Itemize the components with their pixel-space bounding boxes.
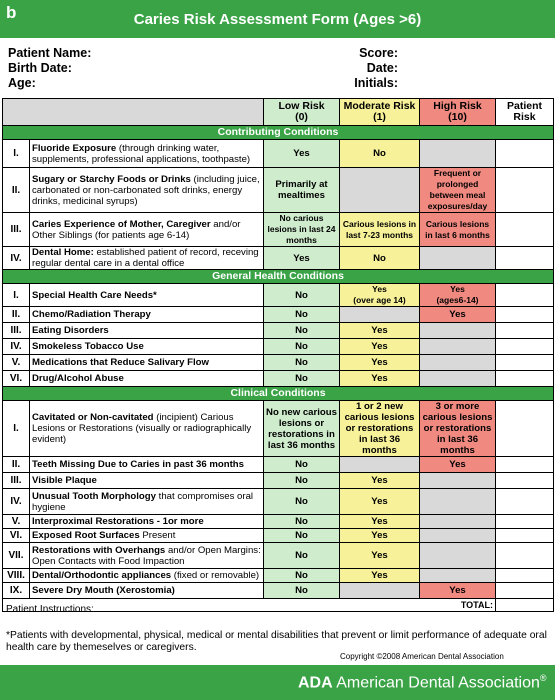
factor-label: Medications that Reduce Salivary Flow bbox=[30, 355, 264, 371]
table-row bbox=[3, 583, 554, 599]
high-risk-cell bbox=[420, 140, 496, 168]
low-risk-cell: No bbox=[264, 323, 340, 339]
low-risk-cell: Primarily at mealtimes bbox=[264, 168, 340, 213]
factor-detail: and/or Other Siblings (for patients age 6-14) bbox=[32, 218, 241, 241]
ada-logo: ADA American Dental Association® bbox=[298, 673, 547, 692]
low-risk-cell: No bbox=[264, 583, 340, 599]
moderate-risk-cell: Carious lesions in last 7-23 months bbox=[340, 213, 420, 247]
row-number: I. bbox=[3, 401, 30, 457]
high-risk-cell: Carious lesions in last 6 months bbox=[420, 213, 496, 247]
patient-info-right bbox=[352, 46, 398, 91]
total-label: TOTAL: bbox=[3, 599, 496, 612]
factor-detail: established patient of record, receving regular dental care in a dental office bbox=[32, 247, 259, 269]
low-risk-cell: No bbox=[264, 355, 340, 371]
factor-detail: and/or Open Margins: Open Contacts with Food Impaction bbox=[32, 544, 261, 567]
high-risk-cell bbox=[420, 371, 496, 387]
high-risk-cell bbox=[420, 473, 496, 489]
moderate-risk-cell: No bbox=[340, 247, 420, 270]
low-risk-header: Low Risk (0) bbox=[264, 99, 340, 126]
age-label: Age: bbox=[8, 76, 36, 90]
patient-risk-cell bbox=[496, 583, 554, 599]
patient-risk-cell bbox=[496, 339, 554, 355]
low-risk-cell: Yes bbox=[264, 140, 340, 168]
date-label: Date: bbox=[366, 61, 398, 75]
footnote: *Patients with developmental, physical, medical or mental disabilities that prevent or limit performance of adequate oral health care by themeselves or caregivers. bbox=[6, 630, 547, 653]
high-risk-cell bbox=[420, 529, 496, 543]
table-row bbox=[3, 543, 554, 569]
table-row bbox=[3, 401, 554, 457]
low-risk-cell: No bbox=[264, 307, 340, 323]
patient-risk-cell bbox=[496, 213, 554, 247]
row-number: VIII. bbox=[3, 569, 30, 583]
high-value: Yes bbox=[450, 284, 465, 294]
row-number: III. bbox=[3, 213, 30, 247]
moderate-risk-header: Moderate Risk (1) bbox=[340, 99, 420, 126]
table-row bbox=[3, 371, 554, 387]
factor-label bbox=[30, 583, 264, 599]
high-note: (ages6-14) bbox=[436, 295, 479, 305]
high-risk-cell bbox=[420, 323, 496, 339]
factor-detail: Present bbox=[139, 530, 176, 541]
moderate-risk-cell: Yes bbox=[340, 371, 420, 387]
row-number: III. bbox=[3, 473, 30, 489]
factor-label bbox=[30, 529, 264, 543]
risk-table bbox=[2, 98, 554, 612]
high-risk-cell bbox=[420, 247, 496, 270]
low-risk-cell: No bbox=[264, 529, 340, 543]
patient-risk-cell bbox=[496, 515, 554, 529]
low-risk-cell: No bbox=[264, 543, 340, 569]
table-row bbox=[3, 355, 554, 371]
patient-risk-cell bbox=[496, 543, 554, 569]
high-risk-cell bbox=[420, 355, 496, 371]
moderate-risk-cell: Yes bbox=[340, 529, 420, 543]
form-title: Caries Risk Assessment Form (Ages >6) bbox=[133, 11, 422, 28]
high-risk-cell: Yes bbox=[420, 457, 496, 473]
factor-label bbox=[30, 543, 264, 569]
factor-bold: Dental Home: bbox=[32, 247, 94, 258]
moderate-risk-cell bbox=[340, 284, 420, 307]
row-number: VI. bbox=[3, 529, 30, 543]
patient-risk-cell bbox=[496, 355, 554, 371]
patient-name-label: Patient Name: bbox=[8, 46, 92, 60]
factor-bold: Sugary or Starchy Foods or Drinks bbox=[32, 173, 191, 185]
factor-bold: Cavitated or Non-cavitated bbox=[32, 412, 154, 423]
factor-label bbox=[30, 515, 264, 529]
low-risk-cell: No carious lesions in last 24 months bbox=[264, 213, 340, 247]
table-row bbox=[3, 284, 554, 307]
patient-risk-cell bbox=[496, 307, 554, 323]
patient-risk-cell bbox=[496, 489, 554, 515]
low-risk-cell: Yes bbox=[264, 247, 340, 270]
high-risk-cell: Frequent or prolonged between meal exposures/day bbox=[420, 168, 496, 213]
row-number: IV. bbox=[3, 247, 30, 270]
form-header bbox=[0, 0, 555, 38]
table-row bbox=[3, 457, 554, 473]
low-risk-cell: No bbox=[264, 489, 340, 515]
table-row bbox=[3, 529, 554, 543]
patient-info-left bbox=[8, 46, 91, 91]
high-risk-cell bbox=[420, 515, 496, 529]
section-row-general bbox=[3, 270, 554, 284]
score-label: Score: bbox=[359, 46, 398, 60]
row-number: IX. bbox=[3, 583, 30, 599]
row-number: II. bbox=[3, 168, 30, 213]
moderate-risk-cell: Yes bbox=[340, 489, 420, 515]
moderate-note: (over age 14) bbox=[353, 295, 406, 305]
patient-risk-cell bbox=[496, 323, 554, 339]
patient-risk-cell bbox=[496, 529, 554, 543]
factor-bold: Interproximal Restorations - 1or more bbox=[32, 516, 204, 527]
low-risk-cell: No bbox=[264, 371, 340, 387]
moderate-risk-cell bbox=[340, 583, 420, 599]
moderate-value: Yes bbox=[372, 284, 387, 294]
table-row bbox=[3, 213, 554, 247]
factor-label bbox=[30, 247, 264, 270]
blank-header-cell bbox=[3, 99, 264, 126]
factor-label: Chemo/Radiation Therapy bbox=[30, 307, 264, 323]
row-number: IV. bbox=[3, 339, 30, 355]
factor-label bbox=[30, 489, 264, 515]
section-title: General Health Conditions bbox=[3, 270, 554, 284]
patient-risk-header: Patient Risk bbox=[496, 99, 554, 126]
high-risk-cell bbox=[420, 543, 496, 569]
row-number: I. bbox=[3, 284, 30, 307]
factor-bold: Teeth Missing Due to Caries in past 36 months bbox=[32, 459, 244, 470]
factor-bold: Fluoride Exposure bbox=[32, 142, 117, 154]
low-risk-cell: No bbox=[264, 515, 340, 529]
table-row bbox=[3, 339, 554, 355]
patient-risk-cell bbox=[496, 247, 554, 270]
high-risk-cell bbox=[420, 339, 496, 355]
total-value-cell bbox=[496, 599, 554, 612]
birth-date-label: Birth Date: bbox=[8, 61, 72, 75]
table-row bbox=[3, 569, 554, 583]
patient-risk-cell bbox=[496, 168, 554, 213]
patient-risk-cell bbox=[496, 401, 554, 457]
moderate-risk-cell: No bbox=[340, 140, 420, 168]
copyright: Copyright ©2008 American Dental Association bbox=[340, 652, 504, 661]
row-number: I. bbox=[3, 140, 30, 168]
factor-bold: Visible Plaque bbox=[32, 475, 97, 486]
patient-risk-cell bbox=[496, 569, 554, 583]
factor-detail: (through drinking water, supplements, professional applications, toothpaste) bbox=[32, 142, 251, 165]
row-number: V. bbox=[3, 355, 30, 371]
factor-bold: Unusual Tooth Morphology bbox=[32, 490, 156, 502]
row-number: II. bbox=[3, 457, 30, 473]
factor-detail: that compromises oral hygiene bbox=[32, 490, 254, 513]
low-risk-cell: No new carious lesions or restorations in last 36 months bbox=[264, 401, 340, 457]
factor-bold: Exposed Root Surfaces bbox=[32, 530, 140, 541]
low-risk-cell: No bbox=[264, 339, 340, 355]
factor-label bbox=[30, 473, 264, 489]
section-title: Clinical Conditions bbox=[3, 387, 554, 401]
factor-label bbox=[30, 569, 264, 583]
patient-risk-cell bbox=[496, 371, 554, 387]
row-number: VI. bbox=[3, 371, 30, 387]
low-risk-cell: No bbox=[264, 284, 340, 307]
factor-bold: Restorations with Overhangs bbox=[32, 544, 166, 556]
moderate-risk-cell: Yes bbox=[340, 543, 420, 569]
row-number: III. bbox=[3, 323, 30, 339]
row-number: IV. bbox=[3, 489, 30, 515]
figure-letter: b bbox=[6, 3, 17, 22]
factor-label bbox=[30, 168, 264, 213]
patient-risk-cell bbox=[496, 457, 554, 473]
low-risk-cell: No bbox=[264, 473, 340, 489]
factor-label bbox=[30, 457, 264, 473]
factor-label: Drug/Alcohol Abuse bbox=[30, 371, 264, 387]
table-row bbox=[3, 515, 554, 529]
factor-detail: (incipient) Carious Lesions or Restorations (visually or radiographically evident) bbox=[32, 412, 252, 445]
factor-label: Smokeless Tobacco Use bbox=[30, 339, 264, 355]
moderate-risk-cell: Yes bbox=[340, 339, 420, 355]
section-title: Contributing Conditions bbox=[3, 126, 554, 140]
section-row-contributing bbox=[3, 126, 554, 140]
table-row bbox=[3, 307, 554, 323]
moderate-risk-cell bbox=[340, 457, 420, 473]
moderate-risk-cell bbox=[340, 168, 420, 213]
high-risk-cell bbox=[420, 489, 496, 515]
moderate-risk-cell bbox=[340, 307, 420, 323]
factor-bold: Severe Dry Mouth (Xerostomia) bbox=[32, 585, 175, 596]
factor-bold: Caries Experience of Mother, Caregiver bbox=[32, 218, 211, 230]
moderate-risk-cell: 1 or 2 new carious lesions or restorations in last 36 months bbox=[340, 401, 420, 457]
factor-detail: (fixed or removable) bbox=[171, 570, 260, 581]
patient-risk-cell bbox=[496, 284, 554, 307]
factor-label bbox=[30, 401, 264, 457]
factor-label: Special Health Care Needs* bbox=[30, 284, 264, 307]
table-row bbox=[3, 168, 554, 213]
high-risk-cell: 3 or more carious lesions or restorations in last 36 months bbox=[420, 401, 496, 457]
moderate-risk-cell: Yes bbox=[340, 569, 420, 583]
table-row bbox=[3, 247, 554, 270]
high-risk-header: High Risk (10) bbox=[420, 99, 496, 126]
patient-instructions: Patient Instructions: bbox=[6, 604, 94, 615]
factor-label bbox=[30, 213, 264, 247]
section-row-clinical bbox=[3, 387, 554, 401]
patient-risk-cell bbox=[496, 140, 554, 168]
row-number: V. bbox=[3, 515, 30, 529]
factor-bold: Dental/Orthodontic appliances bbox=[32, 570, 172, 581]
moderate-risk-cell: Yes bbox=[340, 473, 420, 489]
moderate-risk-cell: Yes bbox=[340, 355, 420, 371]
moderate-risk-cell: Yes bbox=[340, 323, 420, 339]
factor-label bbox=[30, 140, 264, 168]
factor-detail: (including juice, carbonated or non-carbonated soft drinks, energy drinks, medicinal syrups) bbox=[32, 173, 260, 207]
moderate-risk-cell: Yes bbox=[340, 515, 420, 529]
high-risk-cell bbox=[420, 284, 496, 307]
row-number: II. bbox=[3, 307, 30, 323]
table-row bbox=[3, 489, 554, 515]
high-risk-cell: Yes bbox=[420, 307, 496, 323]
table-row bbox=[3, 323, 554, 339]
low-risk-cell: No bbox=[264, 457, 340, 473]
factor-label: Eating Disorders bbox=[30, 323, 264, 339]
table-row bbox=[3, 140, 554, 168]
high-risk-cell bbox=[420, 569, 496, 583]
initials-label: Initials: bbox=[354, 76, 398, 90]
row-number: VII. bbox=[3, 543, 30, 569]
table-row bbox=[3, 473, 554, 489]
ada-footer bbox=[0, 665, 555, 700]
column-header-row bbox=[3, 99, 554, 126]
patient-risk-cell bbox=[496, 473, 554, 489]
low-risk-cell: No bbox=[264, 569, 340, 583]
high-risk-cell: Yes bbox=[420, 583, 496, 599]
